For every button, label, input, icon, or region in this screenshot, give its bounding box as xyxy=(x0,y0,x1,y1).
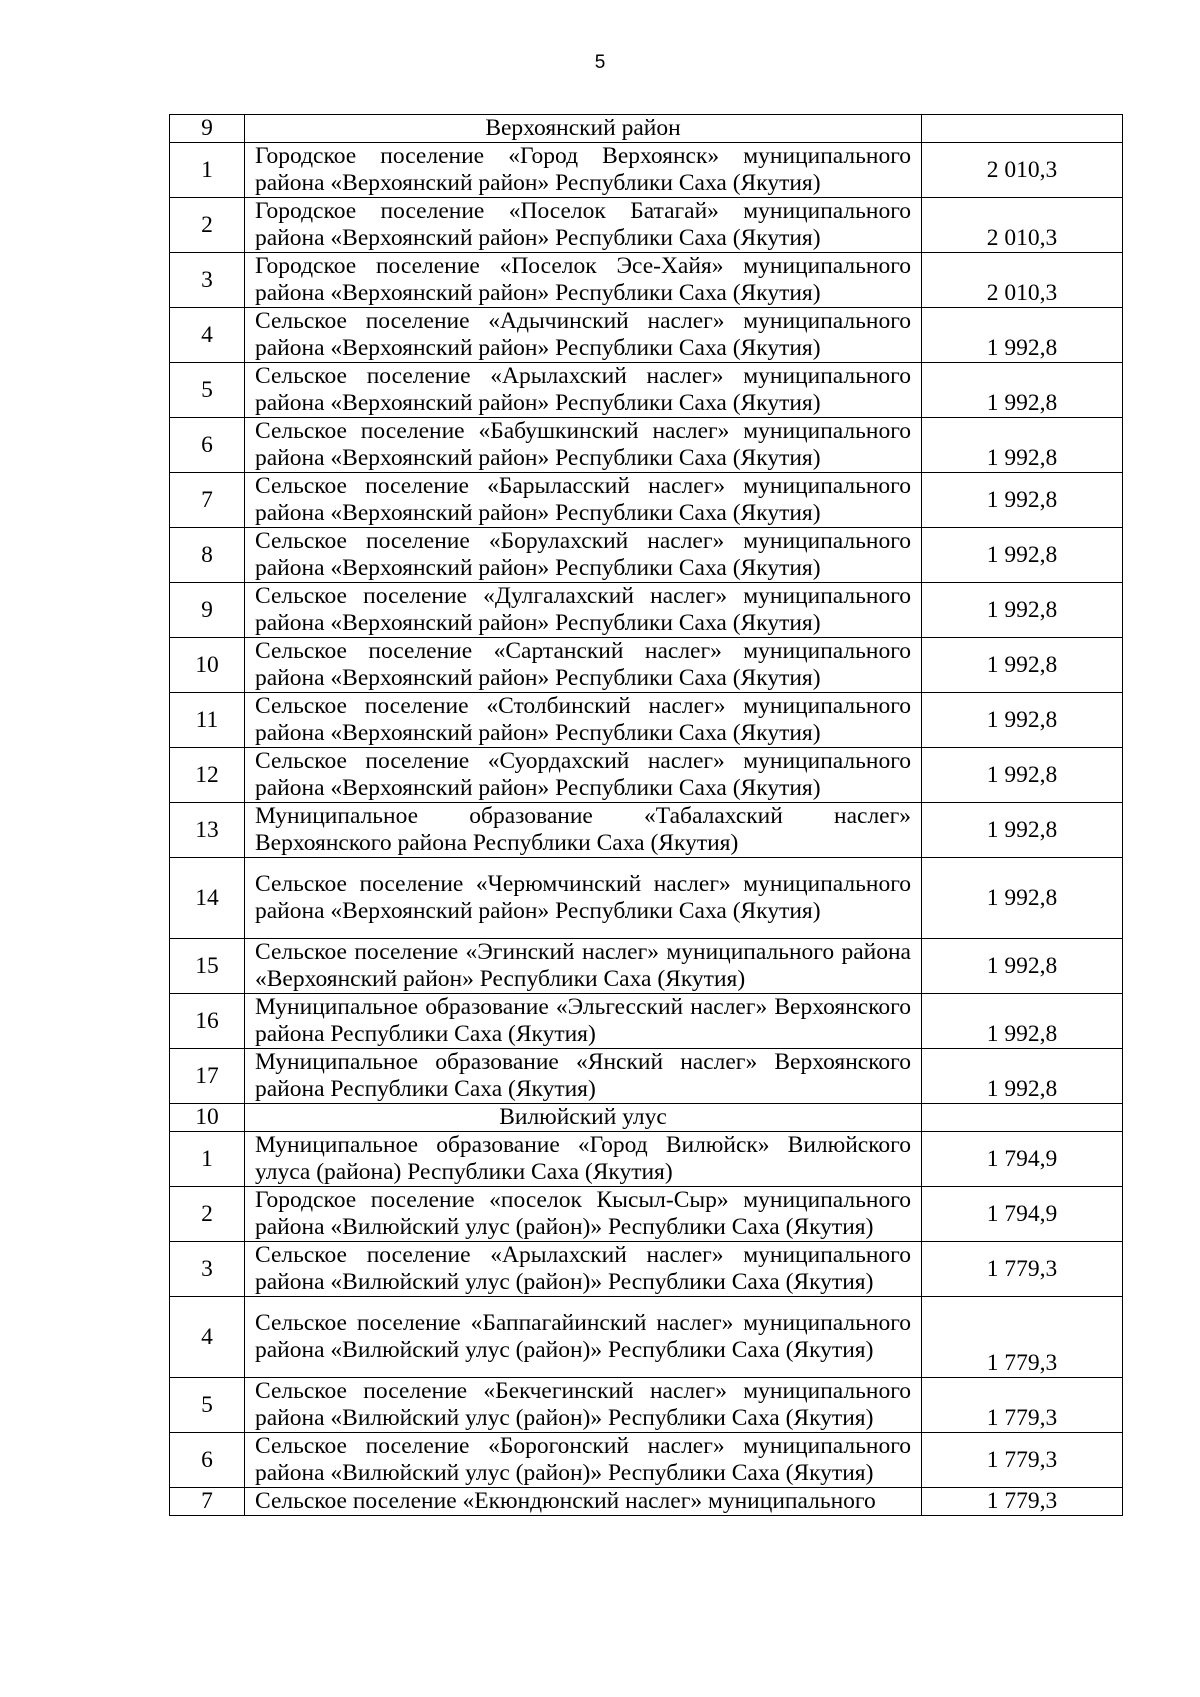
row-value: 1 992,8 xyxy=(922,693,1123,748)
table-row xyxy=(170,939,1123,994)
row-name: Сельское поселение «Бабушкинский наслег» муниципального района «Верхоянский район» Республики Саха (Якутия) xyxy=(245,418,922,473)
row-name: Сельское поселение «Эгинский наслег» муниципального района «Верхоянский район» Республики Саха (Якутия) xyxy=(245,939,922,994)
row-name: Сельское поселение «Адычинский наслег» муниципального района «Верхоянский район» Республики Саха (Якутия) xyxy=(245,308,922,363)
table-row xyxy=(170,1049,1123,1104)
table-row xyxy=(170,1187,1123,1242)
row-number: 8 xyxy=(170,528,245,583)
row-number: 7 xyxy=(170,473,245,528)
row-name: Сельское поселение «Баппагайинский наслег» муниципального района «Вилюйский улус (район)» Республики Саха (Якутия) xyxy=(245,1297,922,1378)
row-name: Муниципальное образование «Табалахский наслег» Верхоянского района Республики Саха (Якутия) xyxy=(245,803,922,858)
row-value: 1 992,8 xyxy=(922,583,1123,638)
page-number: 5 xyxy=(594,52,606,73)
row-name: Сельское поселение «Столбинский наслег» муниципального района «Верхоянский район» Республики Саха (Якутия) xyxy=(245,693,922,748)
row-name: Городское поселение «Город Верхоянск» муниципального района «Верхоянский район» Республики Саха (Якутия) xyxy=(245,143,922,198)
row-name: Сельское поселение «Барыласский наслег» муниципального района «Верхоянский район» Республики Саха (Якутия) xyxy=(245,473,922,528)
row-name: Муниципальное образование «Янский наслег» Верхоянского района Республики Саха (Якутия) xyxy=(245,1049,922,1104)
table-row xyxy=(170,1132,1123,1187)
table-row xyxy=(170,583,1123,638)
row-value: 2 010,3 xyxy=(922,198,1123,253)
row-name: Городское поселение «поселок Кысыл-Сыр» муниципального района «Вилюйский улус (район)» Республики Саха (Якутия) xyxy=(245,1187,922,1242)
row-name: Сельское поселение «Арылахский наслег» муниципального района «Вилюйский улус (район)» Республики Саха (Якутия) xyxy=(245,1242,922,1297)
table-row xyxy=(170,994,1123,1049)
row-name: Муниципальное образование «Эльгесский наслег» Верхоянского района Республики Саха (Якутия) xyxy=(245,994,922,1049)
row-number: 2 xyxy=(170,198,245,253)
row-value: 1 992,8 xyxy=(922,939,1123,994)
row-value: 1 992,8 xyxy=(922,473,1123,528)
row-value: 1 779,3 xyxy=(922,1433,1123,1488)
row-number: 11 xyxy=(170,693,245,748)
row-value: 1 779,3 xyxy=(922,1378,1123,1433)
section-header-row xyxy=(170,115,1123,143)
section-value-cell xyxy=(922,115,1123,143)
allocation-table xyxy=(169,114,1123,1516)
row-value: 1 992,8 xyxy=(922,418,1123,473)
row-name: Сельское поселение «Суордахский наслег» муниципального района «Верхоянский район» Республики Саха (Якутия) xyxy=(245,748,922,803)
row-name: Городское поселение «Поселок Батагай» муниципального района «Верхоянский район» Республики Саха (Якутия) xyxy=(245,198,922,253)
section-title: Вилюйский улус xyxy=(245,1104,922,1132)
row-value: 2 010,3 xyxy=(922,143,1123,198)
table-row xyxy=(170,858,1123,939)
section-header-row xyxy=(170,1104,1123,1132)
row-value: 1 779,3 xyxy=(922,1488,1123,1516)
table-row xyxy=(170,253,1123,308)
table-body xyxy=(170,115,1123,1516)
row-number: 16 xyxy=(170,994,245,1049)
row-number: 1 xyxy=(170,1132,245,1187)
row-number: 3 xyxy=(170,253,245,308)
row-name: Сельское поселение «Борулахский наслег» муниципального района «Верхоянский район» Республики Саха (Якутия) xyxy=(245,528,922,583)
table-row xyxy=(170,528,1123,583)
row-number: 6 xyxy=(170,1433,245,1488)
row-number: 1 xyxy=(170,143,245,198)
row-number: 10 xyxy=(170,638,245,693)
table-row xyxy=(170,418,1123,473)
row-number: 4 xyxy=(170,308,245,363)
row-number: 6 xyxy=(170,418,245,473)
row-value: 1 992,8 xyxy=(922,528,1123,583)
row-number: 12 xyxy=(170,748,245,803)
row-number: 9 xyxy=(170,583,245,638)
row-number: 14 xyxy=(170,858,245,939)
row-value: 2 010,3 xyxy=(922,253,1123,308)
row-value: 1 794,9 xyxy=(922,1187,1123,1242)
row-number: 13 xyxy=(170,803,245,858)
row-name: Сельское поселение «Сартанский наслег» муниципального района «Верхоянский район» Республики Саха (Якутия) xyxy=(245,638,922,693)
row-value: 1 992,8 xyxy=(922,308,1123,363)
row-value: 1 992,8 xyxy=(922,803,1123,858)
row-value: 1 992,8 xyxy=(922,994,1123,1049)
table-row xyxy=(170,693,1123,748)
row-value: 1 779,3 xyxy=(922,1242,1123,1297)
row-name: Городское поселение «Поселок Эсе-Хайя» муниципального района «Верхоянский район» Республики Саха (Якутия) xyxy=(245,253,922,308)
row-value: 1 779,3 xyxy=(922,1297,1123,1378)
section-number: 10 xyxy=(170,1104,245,1132)
row-name: Сельское поселение «Черюмчинский наслег» муниципального района «Верхоянский район» Республики Саха (Якутия) xyxy=(245,858,922,939)
table-row xyxy=(170,1297,1123,1378)
row-number: 17 xyxy=(170,1049,245,1104)
row-value: 1 992,8 xyxy=(922,1049,1123,1104)
section-value-cell xyxy=(922,1104,1123,1132)
table-row xyxy=(170,803,1123,858)
table-row xyxy=(170,143,1123,198)
row-name: Сельское поселение «Дулгалахский наслег» муниципального района «Верхоянский район» Республики Саха (Якутия) xyxy=(245,583,922,638)
row-number: 5 xyxy=(170,363,245,418)
row-number: 7 xyxy=(170,1488,245,1516)
section-number: 9 xyxy=(170,115,245,143)
row-value: 1 992,8 xyxy=(922,363,1123,418)
row-name: Сельское поселение «Екюндюнский наслег» муниципального xyxy=(245,1488,922,1516)
row-number: 3 xyxy=(170,1242,245,1297)
row-value: 1 992,8 xyxy=(922,638,1123,693)
row-name: Сельское поселение «Бекчегинский наслег» муниципального района «Вилюйский улус (район)» Республики Саха (Якутия) xyxy=(245,1378,922,1433)
table-row xyxy=(170,748,1123,803)
row-name: Сельское поселение «Борогонский наслег» муниципального района «Вилюйский улус (район)» Республики Саха (Якутия) xyxy=(245,1433,922,1488)
row-number: 2 xyxy=(170,1187,245,1242)
row-number: 5 xyxy=(170,1378,245,1433)
row-number: 15 xyxy=(170,939,245,994)
table-row xyxy=(170,1433,1123,1488)
table-row xyxy=(170,198,1123,253)
table-row xyxy=(170,363,1123,418)
row-value: 1 794,9 xyxy=(922,1132,1123,1187)
row-number: 4 xyxy=(170,1297,245,1378)
table-row xyxy=(170,473,1123,528)
row-name: Муниципальное образование «Город Вилюйск» Вилюйского улуса (района) Республики Саха (Якутия) xyxy=(245,1132,922,1187)
section-title: Верхоянский район xyxy=(245,115,922,143)
table-row xyxy=(170,1488,1123,1516)
row-value: 1 992,8 xyxy=(922,748,1123,803)
row-name: Сельское поселение «Арылахский наслег» муниципального района «Верхоянский район» Республики Саха (Якутия) xyxy=(245,363,922,418)
table-row xyxy=(170,1242,1123,1297)
row-value: 1 992,8 xyxy=(922,858,1123,939)
table-row xyxy=(170,308,1123,363)
table-row xyxy=(170,638,1123,693)
table-row xyxy=(170,1378,1123,1433)
